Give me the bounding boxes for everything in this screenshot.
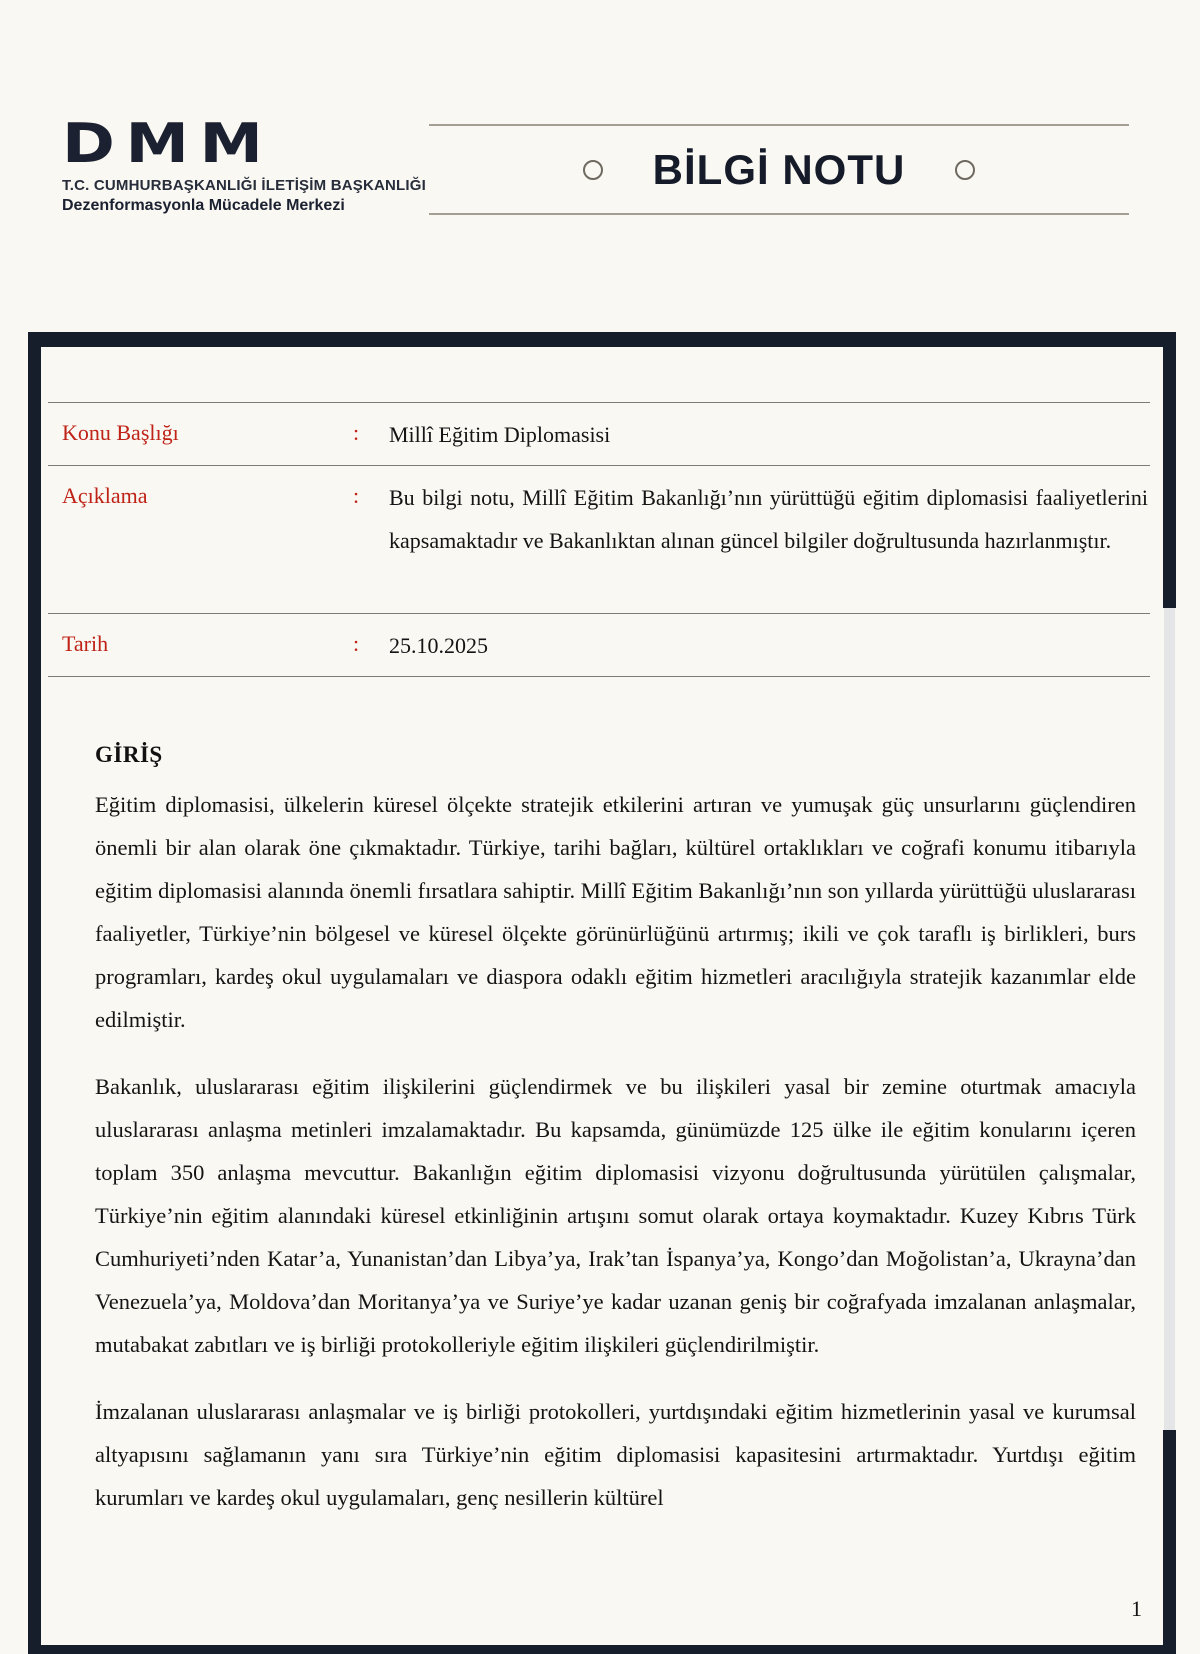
body-paragraph-3: İmzalanan uluslararası anlaşmalar ve iş birliği protokolleri, yurtdışındaki eğitim hizmetlerinin yasal ve kurumsal altyapısını sağlamanın yanı sıra Türkiye’nin eğitim diplomasisi kapasitesini artırmaktadır. Yurtdışı eğitim kurumları ve kardeş okul uygulamaları, genç nesillerin kültürel — [95, 1399, 1136, 1510]
body-paragraph-1: Eğitim diplomasisi, ülkelerin küresel ölçekte stratejik etkilerini artıran ve yumuşak güç unsurlarını güçlendiren önemli bir alan olarak öne çıkmaktadır. Türkiye, tarihi bağları, kültürel ortaklıkları ve coğrafi konumu itibarıyla eğitim diplomasisi alanında önemli fırsatlara sahiptir. Millî Eğitim Bakanlığı’nın son yıllarda yürüttüğü uluslararası faaliyetler, Türkiye’nin bölgesel ve küresel ölçekte görünürlüğünü artırmış; ikili ve çok taraflı iş birlikleri, burs programları, kardeş okul uygulamaları ve diaspora odaklı eğitim hizmetleri aracılığıyla stratejik kazanımlar elde edilmiştir. — [95, 792, 1136, 1032]
frame-border-right-shadow — [1164, 608, 1175, 1430]
table-row-date — [48, 613, 1150, 677]
frame-border-right-upper — [1163, 332, 1176, 608]
note-banner — [429, 124, 1129, 215]
frame-border-top — [28, 332, 1176, 347]
table-row-subject — [48, 402, 1150, 465]
document-type-title: BİLGİ NOTU — [652, 145, 906, 193]
row-label: Konu Başlığı — [62, 420, 179, 445]
row-separator: : — [353, 483, 360, 508]
decorative-ring-left-icon — [583, 160, 603, 180]
decorative-ring-right-icon — [955, 160, 975, 180]
table-row-description — [48, 465, 1150, 613]
row-value: Bu bilgi notu, Millî Eğitim Bakanlığı’nın yürüttüğü eğitim diplomasisi faaliyetlerini kapsamaktadır ve Bakanlıktan alınan güncel bilgiler doğrultusunda hazırlanmıştır. — [389, 485, 1148, 553]
frame-border-right-lower — [1163, 1430, 1176, 1654]
row-separator: : — [353, 631, 360, 656]
page-number: 1 — [1131, 1596, 1142, 1621]
row-label: Tarih — [62, 631, 109, 656]
row-label: Açıklama — [62, 483, 148, 508]
frame-border-bottom — [28, 1645, 1176, 1654]
logo-org-line: T.C. CUMHURBAŞKANLIĞI İLETİŞİM BAŞKANLIĞI — [62, 177, 427, 194]
row-value: Millî Eğitim Diplomasisi — [389, 422, 611, 447]
row-value: 25.10.2025 — [389, 633, 488, 658]
info-table — [48, 402, 1150, 677]
body-text — [95, 783, 1136, 1543]
section-title-giris: GİRİŞ — [95, 742, 163, 767]
logo-unit-line: Dezenformasyonla Mücadele Merkezi — [62, 197, 345, 214]
row-separator: : — [353, 420, 360, 445]
frame-border-left — [28, 332, 41, 1654]
dmm-logo — [62, 112, 427, 215]
dmm-logo-acronym: DMM — [62, 112, 274, 175]
body-paragraph-2: Bakanlık, uluslararası eğitim ilişkilerini güçlendirmek ve bu ilişkileri yasal bir zemine oturtmak amacıyla uluslararası anlaşma metinleri imzalamaktadır. Bu kapsamda, günümüzde 125 ülke ile eğitim konularını içeren toplam 350 anlaşma mevcuttur. Bakanlığın eğitim diplomasisi vizyonu doğrultusunda yürütülen çalışmalar, Türkiye’nin eğitim alanındaki küresel etkinliğinin artışını somut olarak ortaya koymaktadır. Kuzey Kıbrıs Türk Cumhuriyeti’nden Katar’a, Yunanistan’dan Libya’ya, Irak’tan İspanya’ya, Kongo’dan Moğolistan’a, Ukrayna’dan Venezuela’ya, Moldova’dan Moritanya’ya ve Suriye’ye kadar uzanan geniş bir coğrafyada imzalanan anlaşmalar, mutabakat zabıtları ve iş birliği protokolleriyle eğitim ilişkileri güçlendirilmiştir. — [95, 1074, 1136, 1357]
